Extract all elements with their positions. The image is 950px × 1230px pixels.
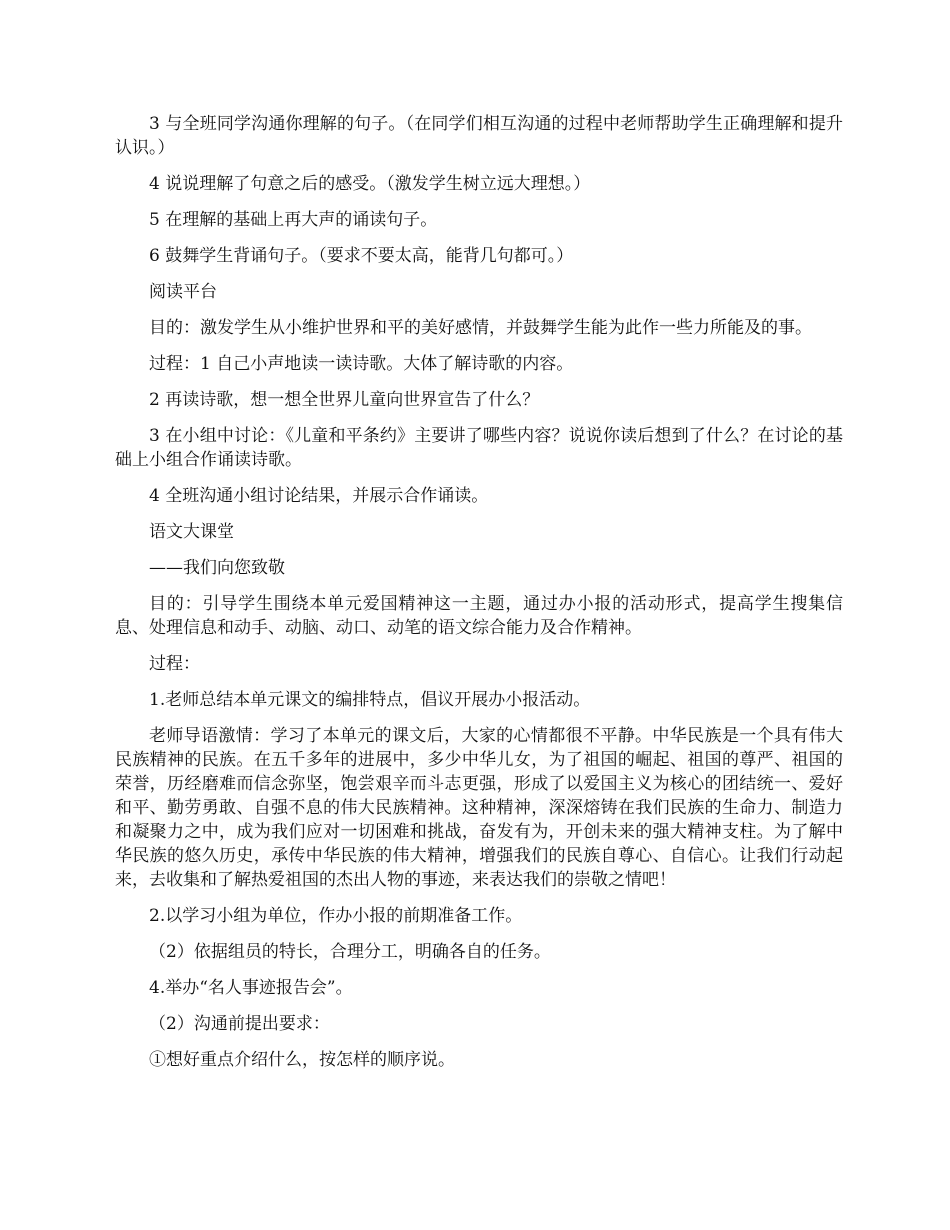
document-body (115, 112, 843, 1084)
paragraph-step-4: 4.举办“名人事迹报告会”。 (149, 978, 353, 998)
paragraph-process-4: 4 全班沟通小组讨论结果，并展示合作诵读。 (149, 486, 489, 506)
section-heading-reading-platform: 阅读平台 (149, 282, 217, 302)
section-subtitle: ——我们向您致敬 (149, 558, 285, 578)
paragraph-2: 4 说说理解了句意之后的感受。（激发学生树立远大理想。） (149, 174, 591, 194)
paragraph-process-2: 2 再读诗歌，想一想全世界儿童向世界宣告了什么？ (149, 390, 540, 410)
paragraph-requirement-1: ①想好重点介绍什么，按怎样的顺序说。 (149, 1050, 455, 1070)
paragraph-goal-1: 目的：激发学生从小维护世界和平的美好感情，并鼓舞学生能为此作一些力所能及的事。 (149, 318, 812, 338)
paragraph-substep-2: （2）依据组员的特长，合理分工，明确各自的任务。 (149, 942, 551, 962)
paragraph-goal-2: 目的：引导学生围绕本单元爱国精神这一主题，通过办小报的活动形式，提高学生搜集信息、处理信息和动手、动脑、动口、动笔的语文综合能力及合作精神。 (115, 594, 843, 638)
paragraph-step-1: 1.老师总结本单元课文的编排特点，倡议开展办小报活动。 (149, 690, 591, 710)
paragraph-4: 6 鼓舞学生背诵句子。（要求不要太高，能背几句都可。） (149, 246, 574, 266)
paragraph-step-2: 2.以学习小组为单位，作办小报的前期准备工作。 (149, 906, 523, 926)
paragraph-process-1: 过程：1 自己小声地读一读诗歌。大体了解诗歌的内容。 (149, 354, 574, 374)
paragraph-teacher-intro: 老师导语激情：学习了本单元的课文后，大家的心情都很不平静。中华民族是一个具有伟大民族精神的民族。在五千多年的进展中，多少中华儿女，为了祖国的崛起、祖国的尊严、祖国的荣誉，历经磨难而信念弥坚，饱尝艰辛而斗志更强，形成了以爱国主义为核心的团结统一、爱好和平、勤劳勇敢、自强不息的伟大民族精神。这种精神，深深熔铸在我们民族的生命力、制造力和凝聚力之中，成为我们应对一切困难和挑战，奋发有为，开创未来的强大精神支柱。为了解中华民族的悠久历史，承传中华民族的伟大精神，增强我们的民族自尊心、自信心。让我们行动起来，去收集和了解热爱祖国的杰出人物的事迹，来表达我们的崇敬之情吧！ (115, 726, 843, 890)
paragraph-substep-4-2: （2）沟通前提出要求： (149, 1014, 330, 1034)
paragraph-3: 5 在理解的基础上再大声的诵读句子。 (149, 210, 438, 230)
section-heading-chinese-class: 语文大课堂 (149, 522, 234, 542)
paragraph-process-3: 3 在小组中讨论：《儿童和平条约》主要讲了哪些内容？说说你读后想到了什么？在讨论的基础上小组合作诵读诗歌。 (115, 426, 843, 470)
paragraph-1: 3 与全班同学沟通你理解的句子。（在同学们相互沟通的过程中老师帮助学生正确理解和提升认识。） (115, 114, 843, 158)
paragraph-process-label: 过程： (149, 654, 200, 674)
